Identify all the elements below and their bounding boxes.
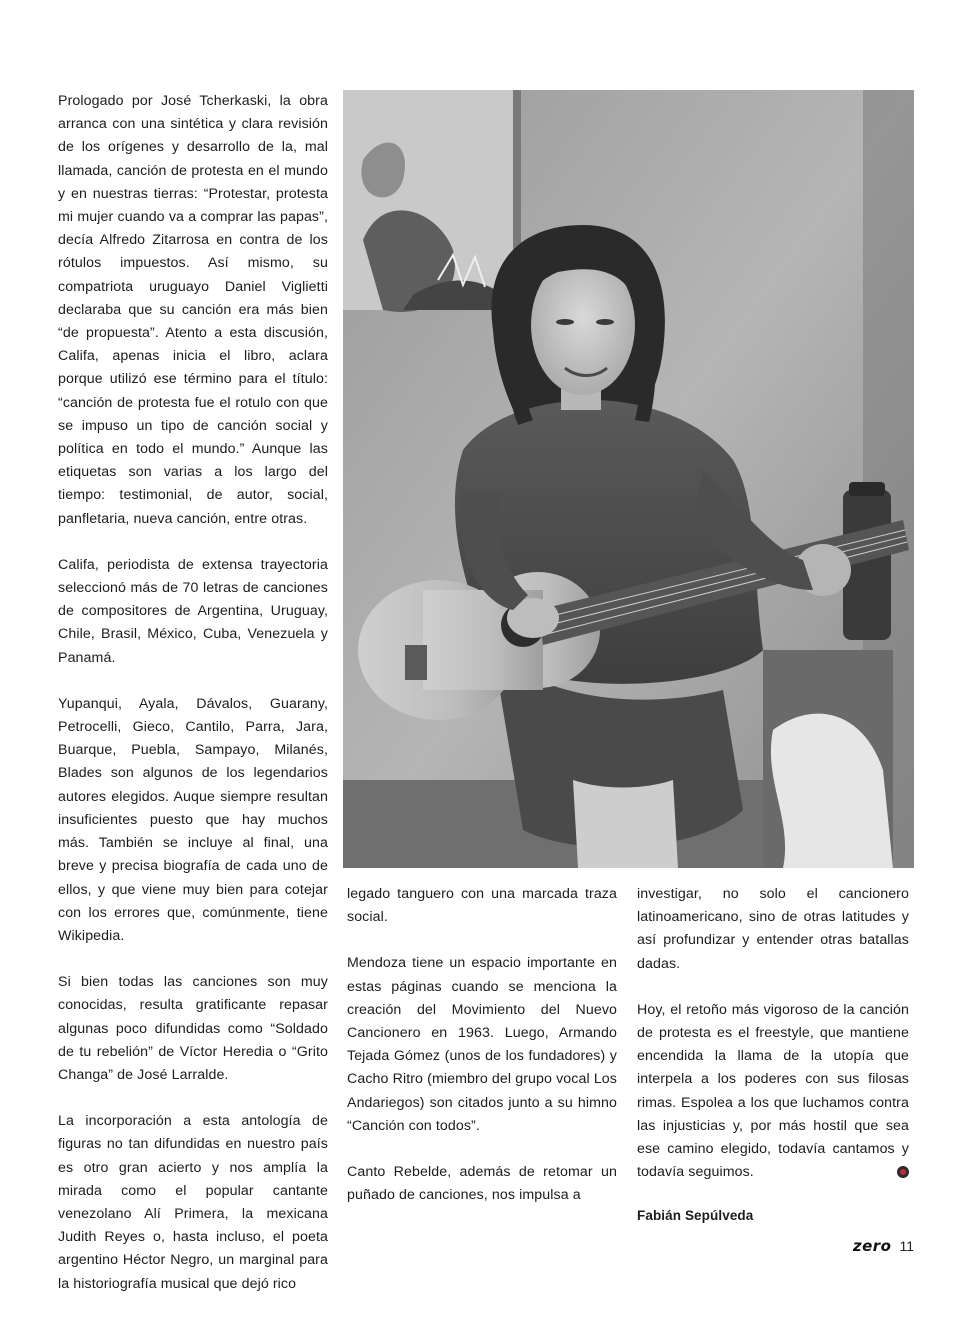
photo-illustration [343, 90, 914, 868]
paragraph: Prologado por José Tcherkaski, la obra arranca con una sintética y clara revisión de los orígenes y desarrollo de la, mal llamada, canción de protesta en el mundo y en nuestras tierras: “Protestar, protesta mi mujer cuando va a comprar las papas”, decía Alfredo Zitarrosa en contra de los rótulos impuestos. Así mismo, su compatriota uruguayo Daniel Viglietti declaraba que su canción era más bien “de propuesta”. Atento a esta discusión, Califa, apenas inicia el libro, aclara porque utilizó ese término para el título: “canción de protesta fue el rotulo con que se impuso un tipo de canción social y política en todo el mundo.” Aunque las etiquetas son varias a los largo del tiempo: testimonial, de autor, social, panfletaria, nueva canción, entre otras. [58, 93, 328, 527]
paragraph: Mendoza tiene un espacio importante en estas páginas cuando se menciona la creación del Movimiento del Nuevo Cancionero en 1963. Luego, Armando Tejada Gómez (unos de los fundadores) y Cacho Ritro (miembro del grupo vocal Los Andariegos) son citados junto a su himno “Canción con todos”. [347, 955, 617, 1134]
page-footer [853, 1236, 914, 1256]
end-mark-icon [897, 1166, 909, 1178]
middle-text-column [347, 883, 617, 1230]
left-text-column [58, 90, 328, 1319]
magazine-logo: zero [852, 1237, 892, 1255]
right-text-column [637, 883, 909, 1251]
paragraph: investigar, no solo el cancionero latinoamericano, sino de otras latitudes y así profundizar y entender otras batallas dadas. [637, 886, 909, 972]
photo-woman-with-guitar [343, 90, 914, 868]
author-byline: Fabián Sepúlveda [637, 1208, 754, 1224]
paragraph: Yupanqui, Ayala, Dávalos, Guarany, Petrocelli, Gieco, Cantilo, Parra, Jara, Buarque, Puebla, Sampayo, Milanés, Blades son algunos de los legendarios autores elegidos. Auque siempre resultan insuficientes puesto que hay muchos más. También se incluye al final, una breve y precisa biografía de cada uno de ellos, y que viene muy bien para cotejar con los errores que, comúnmente, tiene Wikipedia. [58, 695, 328, 944]
paragraph-text: Hoy, el retoño más vigoroso de la canción de protesta es el freestyle, que mantiene encendida la llama de la utopía que interpela a los poderes con sus filosas rimas. Espolea a los que luchamos contra las injusticias y, por más hostil que sea ese camino elegido, todavía cantamos y todavía seguimos. [637, 1001, 909, 1181]
paragraph: La incorporación a esta antología de figuras no tan difundidas en nuestro país es otro gran acierto y nos amplía la mirada como el popular cantante venezolano Alí Primera, la mexicana Judith Reyes o, hasta incluso, el poeta argentino Héctor Negro, un marginal para la historiografía musical que dejó rico [58, 1113, 328, 1292]
page-number: 11 [899, 1238, 914, 1254]
paragraph-last [637, 999, 909, 1185]
paragraph: legado tanguero con una marcada traza social. [347, 886, 617, 926]
paragraph: Si bien todas las canciones son muy conocidas, resulta gratificante repasar algunas poco difundidas como “Soldado de tu rebelión” de Víctor Heredia o “Grito Changa” de José Larralde. [58, 974, 328, 1083]
paragraph: Canto Rebelde, además de retomar un puñado de canciones, nos impulsa a [347, 1164, 617, 1204]
paragraph: Califa, periodista de extensa trayectoria seleccionó más de 70 letras de canciones de compositores de Argentina, Uruguay, Chile, Brasil, México, Cuba, Venezuela y Panamá. [58, 556, 328, 666]
